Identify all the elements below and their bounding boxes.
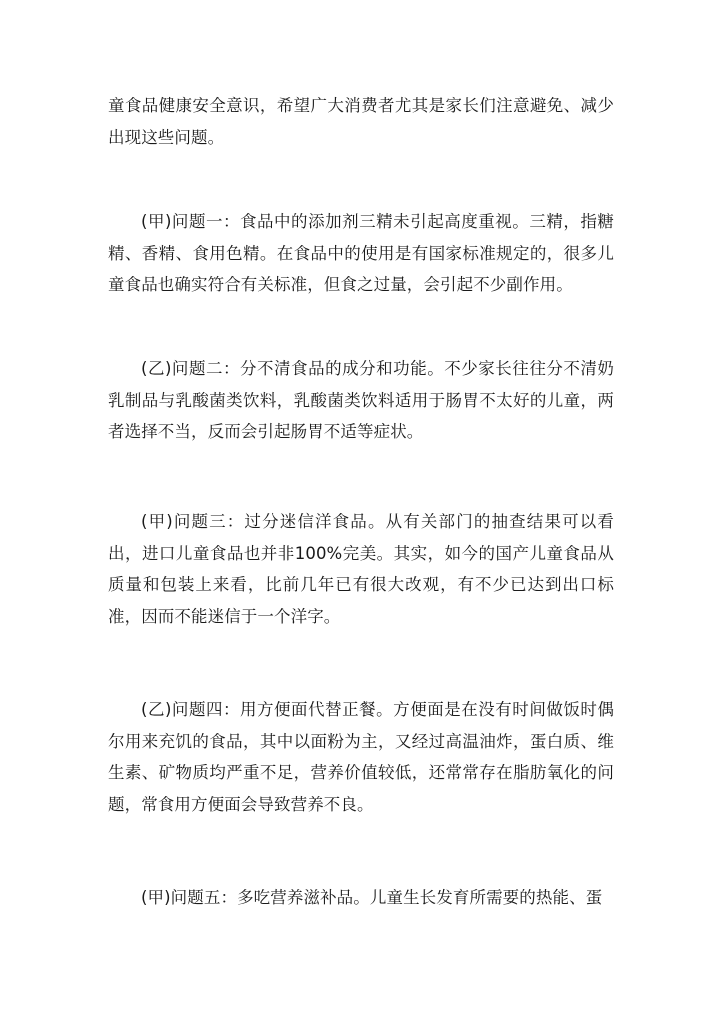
paragraph-issue-three: (甲)问题三：过分迷信洋食品。从有关部门的抽查结果可以看出，进口儿童食品也并非100%完美。其实，如今的国产儿童食品从质量和包装上来看，比前几年已有很大改观，有不少已达到出口标准，因而不能迷信于一个洋字。 <box>108 512 614 626</box>
paragraph-issue-one: (甲)问题一：食品中的添加剂三精未引起高度重视。三精，指糖精、香精、食用色精。在食品中的使用是有国家标准规定的，很多儿童食品也确实符合有关标准，但食之过量，会引起不少副作用。 <box>108 212 614 294</box>
paragraph-continuation: 童食品健康安全意识，希望广大消费者尤其是家长们注意避免、减少出现这些问题。 <box>108 96 614 147</box>
paragraph-issue-five: (甲)问题五：多吃营养滋补品。儿童生长发育所需要的热能、蛋 <box>141 888 603 907</box>
paragraph-issue-two: (乙)问题二：分不清食品的成分和功能。不少家长往往分不清奶乳制品与乳酸菌类饮料，乳酸菌类饮料适用于肠胃不太好的儿童，两者选择不当，反而会引起肠胃不适等症状。 <box>108 359 614 441</box>
paragraph-issue-four: (乙)问题四：用方便面代替正餐。方便面是在没有时间做饭时偶尔用来充饥的食品，其中以面粉为主，又经过高温油炸，蛋白质、维生素、矿物质均严重不足，营养价值较低，还常常存在脂肪氧化的问题，常食用方便面会导致营养不良。 <box>108 700 614 814</box>
